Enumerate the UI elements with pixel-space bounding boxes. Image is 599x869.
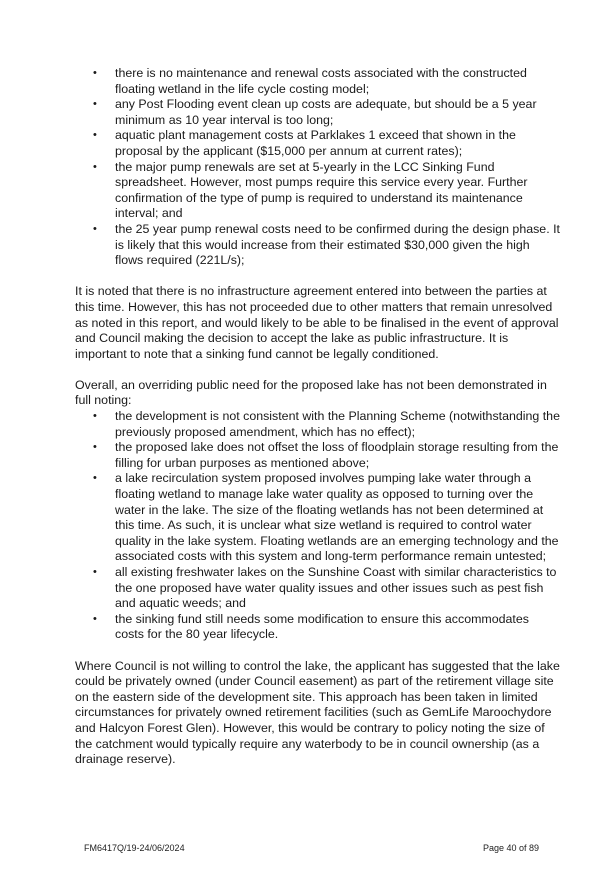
list-item-text: the 25 year pump renewal costs need to be confirmed during the design phase. It is likely that this would increase from their estimated $30,000 given the high flows required (221L/s); xyxy=(115,221,560,268)
bullet-icon: • xyxy=(93,222,97,235)
list-item-text: any Post Flooding event clean up costs are adequate, but should be a 5 year minimum as 10 year interval is too long; xyxy=(115,97,537,127)
list-item xyxy=(75,128,560,159)
public-need-list xyxy=(75,409,560,643)
list-item xyxy=(75,440,560,471)
list-item xyxy=(75,409,560,440)
cost-issues-list xyxy=(75,66,560,269)
public-need-intro-paragraph: Overall, an overriding public need for the proposed lake has not been demonstrated in full noting: xyxy=(75,377,547,408)
list-item xyxy=(75,222,560,269)
bullet-icon: • xyxy=(93,160,97,173)
list-item-text: there is no maintenance and renewal costs associated with the constructed floating wetland in the life cycle costing model; xyxy=(115,66,527,96)
private-ownership-paragraph: Where Council is not willing to control the lake, the applicant has suggested that the lake could be privately owned (under Council easement) as part of the retirement village site on the eastern side of the development site. This approach has been taken in limited circumstances for privately owned retirement facilities (such as GemLife Maroochydore and Halcyon Forest Glen). However, this would be contrary to policy noting the size of the catchment would typically require any waterbody to be in council ownership (as a drainage reserve). xyxy=(75,658,560,767)
page-body xyxy=(75,66,560,768)
bullet-icon: • xyxy=(93,98,97,111)
bullet-icon: • xyxy=(93,612,97,625)
bullet-icon: • xyxy=(93,566,97,578)
footer-reference: FM6417Q/19-24/06/2024 xyxy=(84,843,185,853)
list-item xyxy=(75,612,560,643)
list-item-text: the proposed lake does not offset the loss of floodplain storage resulting from the filling for urban purposes as mentioned above; xyxy=(115,440,559,470)
list-item-text: a lake recirculation system proposed involves pumping lake water through a floating wetland to manage lake water quality as opposed to turning over the water in the lake. The size of the floating wetlands has not been determined at this time. As such, it is unclear what size wetland is required to control water quality in the lake system. Floating wetlands are an emerging technology and the associated costs with this system and long-term performance remain untested; xyxy=(115,471,559,564)
list-item xyxy=(75,66,560,97)
list-item-text: the sinking fund still needs some modification to ensure this accommodates costs for the 80 year lifecycle. xyxy=(115,611,529,642)
bullet-icon: • xyxy=(93,472,97,485)
bullet-icon: • xyxy=(93,441,97,454)
list-item-text: the major pump renewals are set at 5-yearly in the LCC Sinking Fund spreadsheet. However, most pumps require this service every year. Further confirmation of the type of pump is required to understand its maintenance interval; and xyxy=(115,159,528,221)
list-item xyxy=(75,97,560,128)
list-item xyxy=(75,160,560,222)
bullet-icon: • xyxy=(93,410,97,423)
infrastructure-agreement-paragraph: It is noted that there is no infrastructure agreement entered into between the parties at this time. However, this has not proceeded due to other matters that remain unresolved as noted in this report, and would likely to be able to be finalised in the event of approval and Council making the decision to accept the lake as public infrastructure. It is important to note that a sinking fund cannot be legally conditioned. xyxy=(75,284,559,361)
list-item-text: aquatic plant management costs at Parklakes 1 exceed that shown in the proposal by the applicant ($15,000 per annum at current rates); xyxy=(115,128,516,158)
bullet-icon: • xyxy=(93,129,97,142)
list-item-text: all existing freshwater lakes on the Sunshine Coast with similar characteristics to the one proposed have water quality issues and other issues such as pest fish and aquatic weeds; and xyxy=(115,565,557,611)
list-item xyxy=(75,471,560,565)
list-item-text: the development is not consistent with the Planning Scheme (notwithstanding the previously proposed amendment, which has no effect); xyxy=(115,409,560,439)
bullet-icon: • xyxy=(93,67,97,79)
list-item xyxy=(75,565,560,612)
footer-page-number: Page 40 of 89 xyxy=(482,843,539,853)
